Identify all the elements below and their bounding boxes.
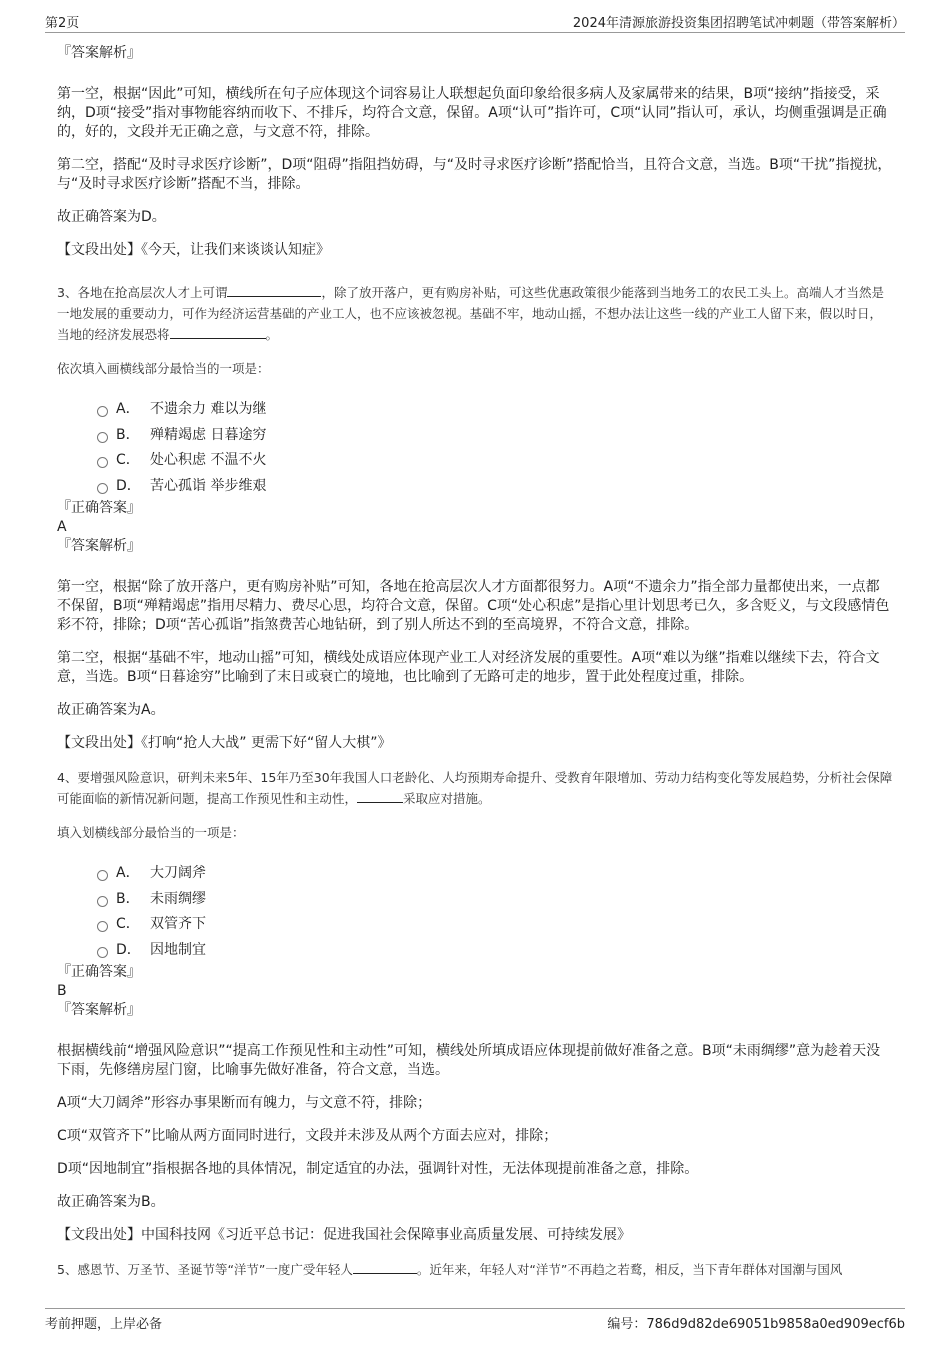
q3-option-a[interactable]: A． 不遗余力 难以为继 xyxy=(97,397,893,423)
footer-slogan: 考前押题，上岸必备 xyxy=(45,1317,163,1332)
footer-divider xyxy=(45,1308,905,1309)
q4-instruction: 填入划横线部分最恰当的一项是： xyxy=(57,825,245,840)
document-code: 编号：786d9d82de69051b9858a0ed909ecf6b xyxy=(607,1317,905,1332)
q3-option-c[interactable]: C． 处心积虑 不温不火 xyxy=(97,448,893,474)
q4-analysis-para1: 根据横线前“增强风险意识”“提高工作预见性和主动性”可知，横线处所填成语应体现提前做好准备之意。B项“未雨绸缪”意为趁着天没下雨，先修缮房屋门窗，比喻事先做好准备，符合文意，当选。 xyxy=(57,1043,881,1078)
q2-source: 【文段出处】《今天，让我们来谈谈认知症》 xyxy=(57,242,330,258)
q5-blank xyxy=(353,1261,417,1274)
radio-icon[interactable] xyxy=(97,483,108,494)
q3-option-d[interactable]: D． 苦心孤诣 举步维艰 xyxy=(97,474,893,500)
q3-analysis-para2: 第二空，根据“基础不牢，地动山摇”可知，横线处成语应体现产业工人对经济发展的重要性。A项“难以为继”指难以继续下去，符合文意，当选。B项“日暮途穷”比喻到了末日或衰亡的境地，也比喻到了无路可走的地步，置于此处程度过重，排除。 xyxy=(57,650,880,685)
q4-correct-answer: B xyxy=(57,983,67,999)
q4-option-d[interactable]: D． 因地制宜 xyxy=(97,938,893,964)
q2-analysis-para2: 第二空，搭配“及时寻求医疗诊断”，D项“阻碍”指阻挡妨碍，与“及时寻求医疗诊断”搭配恰当，且符合文意，当选。B项“干扰”指搅扰，与“及时寻求医疗诊断”搭配不当，排除。 xyxy=(57,157,892,192)
q2-analysis-para1: 第一空，根据“因此”可知，横线所在句子应体现这个词容易让人联想起负面印象给很多病人及家属带来的结果，B项“接纳”指接受，采纳，D项“接受”指对事物能容纳而收下、不排斥，均符合文意，保留。A项“认可”指许可，C项“认同”指认可，承认，均侧重强调是正确的，好的，文段并无正确之意，与文意不符，排除。 xyxy=(57,86,887,140)
q3-correct-label: 『正确答案』 xyxy=(57,500,141,516)
q3-options xyxy=(97,397,893,499)
q4-options xyxy=(97,861,893,963)
q4-analysis-para2: A项“大刀阔斧”形容办事果断而有魄力，与文意不符，排除； xyxy=(57,1095,432,1111)
q3-stem: 3、各地在抢高层次人才上可谓 ，除了放开落户，更有购房补贴，可这些优惠政策很少能落到当地务工的农民工头上。高端人才当然是一地发展的重要动力，可作为经济运营基础的产业工人，也不应该被忽视。基础不牢，地动山摇，不想办法让这些一线的产业工人留下来，假以时日，当地的经济发展恐将 。 xyxy=(57,285,884,342)
q4-analysis-para4: D项“因地制宜”指根据各地的具体情况，制定适宜的办法，强调针对性，无法体现提前准备之意，排除。 xyxy=(57,1161,699,1177)
q3-instruction: 依次填入画横线部分最恰当的一项是： xyxy=(57,361,270,376)
q4-option-a[interactable]: A． 大刀阔斧 xyxy=(97,861,893,887)
radio-icon[interactable] xyxy=(97,457,108,468)
q5-stem: 5、感恩节、万圣节、圣诞节等“洋节”一度广受年轻人 。近年来，年轻人对“洋节”不再趋之若鹜，相反，当下青年群体对国潮与国风 xyxy=(57,1262,843,1277)
document-title: 2024年清源旅游投资集团招聘笔试冲刺题（带答案解析） xyxy=(572,16,905,31)
q4-stem: 4、要增强风险意识，研判未来5年、15年乃至30年我国人口老龄化、人均预期寿命提升、受教育年限增加、劳动力结构变化等发展趋势，分析社会保障可能面临的新情况新问题，提高工作预见性和主动性， 采取应对措施。 xyxy=(57,770,893,806)
header-divider xyxy=(45,32,905,33)
q3-option-b[interactable]: B． 殚精竭虑 日暮途穷 xyxy=(97,423,893,449)
q4-blank xyxy=(357,790,403,803)
radio-icon[interactable] xyxy=(97,870,108,881)
page-number: 第2页 xyxy=(45,16,80,31)
q3-analysis-para1: 第一空，根据“除了放开落户，更有购房补贴”可知，各地在抢高层次人才方面都很努力。A项“不遗余力”指全部力量都使出来，一点都不保留，B项“殚精竭虑”指用尽精力、费尽心思，均符合文意，保留。C项“处心积虑”是指心里计划思考已久，多含贬义，与文段感情色彩不符，排除；D项“苦心孤诣”指煞费苦心地钻研，到了别人所达不到的至高境界，不符合文意，排除。 xyxy=(57,579,890,633)
q3-correct-answer: A xyxy=(57,519,67,535)
q3-blank-2 xyxy=(170,326,266,339)
q4-analysis-para3: C项“双管齐下”比喻从两方面同时进行，文段并未涉及从两个方面去应对，排除； xyxy=(57,1128,558,1144)
q2-analysis-label: 『答案解析』 xyxy=(57,45,141,61)
radio-icon[interactable] xyxy=(97,896,108,907)
q4-source: 【文段出处】中国科技网《习近平总书记：促进我国社会保障事业高质量发展、可持续发展》 xyxy=(57,1227,631,1243)
q3-blank-1 xyxy=(227,284,321,297)
radio-icon[interactable] xyxy=(97,406,108,417)
radio-icon[interactable] xyxy=(97,921,108,932)
q3-source: 【文段出处】《打响“抢人大战” 更需下好“留人大棋”》 xyxy=(57,735,392,751)
document-body xyxy=(57,44,893,1280)
radio-icon[interactable] xyxy=(97,432,108,443)
q3-conclusion: 故正确答案为A。 xyxy=(57,702,165,718)
q2-conclusion: 故正确答案为D。 xyxy=(57,209,166,225)
q4-correct-label: 『正确答案』 xyxy=(57,964,141,980)
q4-conclusion: 故正确答案为B。 xyxy=(57,1194,165,1210)
q4-option-b[interactable]: B． 未雨绸缪 xyxy=(97,887,893,913)
q4-analysis-label: 『答案解析』 xyxy=(57,1002,141,1018)
q3-analysis-label: 『答案解析』 xyxy=(57,538,141,554)
q4-option-c[interactable]: C． 双管齐下 xyxy=(97,912,893,938)
radio-icon[interactable] xyxy=(97,947,108,958)
